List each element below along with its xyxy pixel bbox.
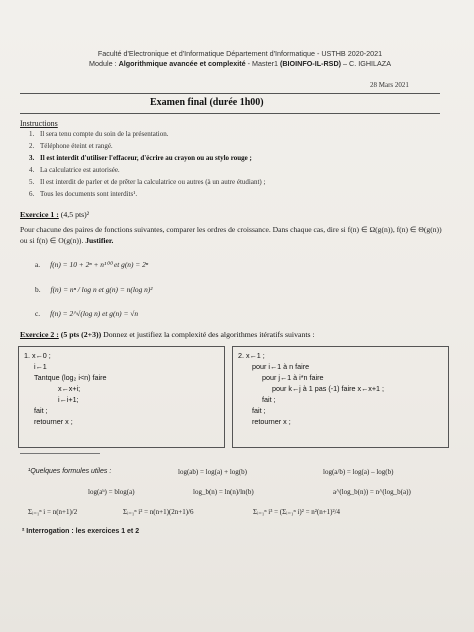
divider-title xyxy=(20,113,440,114)
exercise1-statement: Pour chacune des paires de fonctions suivantes, comparer les ordres de croissance. Dans chaque cas, dire si f(n) ∈ Ω(g(n)), f(n) ∈ Θ(g(n)) ou si f(n) ∈ O(g(n)). Justifier. xyxy=(20,225,442,245)
instruction-item: 5. Il est interdit de parler et de prêter la calculatrice ou autres (à un autre étudiant) ; xyxy=(36,176,456,188)
exercise1-title: Exercice 1 : (4,5 pts)² xyxy=(20,210,90,219)
header-line-1: Faculté d'Electronique et d'Informatique Département d'Informatique - USTHB 2020-2021 xyxy=(97,49,383,58)
formula-sum-i-squared: Σᵢ₌₁ⁿ i² = n(n+1)(2n+1)/6 xyxy=(123,508,194,516)
instruction-item: 6. Tous les documents sont interdits¹. xyxy=(36,188,456,200)
instruction-item: 3. Il est interdit d'utiliser l'effaceur, d'écrire au crayon ou au stylo rouge ; xyxy=(36,152,456,164)
header-line-2: Module : Algorithmique avancée et complexité - Master1 (BIOINFO-IL-RSD) – C. IGHILAZA xyxy=(89,59,391,68)
instructions-list xyxy=(22,128,456,200)
exercise1-item-b: b. f(n) = nⁿ / log n et g(n) = n(log n)² xyxy=(35,285,153,294)
instructions-heading: Instructions xyxy=(20,119,58,128)
track-name: (BIOINFO-IL-RSD) xyxy=(279,59,342,68)
exercise1-item-c: c. f(n) = 2^√(log n) et g(n) = √n xyxy=(35,309,139,318)
algorithm-1: 1. x←0 ; i←1 Tantque (log₂ i<n) faire x←x+i; i←i+1; fait ; retourner x ; xyxy=(24,351,107,426)
exam-title: Examen final (durée 1h00) xyxy=(150,97,264,108)
formula-exponent-swap: a^(log_b(n)) = n^(log_b(a)) xyxy=(333,488,411,496)
footnote-separator xyxy=(20,453,100,454)
module-name: Algorithmique avancée et complexité xyxy=(118,59,246,68)
formula-log-quotient: log(a/b) = log(a) – log(b) xyxy=(323,468,394,476)
formula-sum-i: Σᵢ₌₁ⁿ i = n(n+1)/2 xyxy=(28,508,78,516)
exercise2-title: Exercice 2 : (5 pts (2+3)) Donnez et justifiez la complexité des algorithmes itératifs suivants : xyxy=(20,330,315,339)
footnote-interrogation: ² Interrogation : les exercices 1 et 2 xyxy=(22,528,140,535)
exam-date: 28 Mars 2021 xyxy=(370,81,409,89)
formula-log-power: log(aᵇ) = blog(a) xyxy=(88,488,135,496)
formulas-heading: ¹Quelques formules utiles : xyxy=(28,468,112,475)
instruction-item: 1. Il sera tenu compte du soin de la présentation. xyxy=(36,128,456,140)
formula-sum-i-cubed: Σᵢ₌₁ⁿ i³ = (Σᵢ₌₁ⁿ i)² = n²(n+1)²/4 xyxy=(253,508,341,516)
instruction-item: 2. Téléphone éteint et rangé. xyxy=(36,140,456,152)
divider-top xyxy=(20,93,440,94)
exercise1-item-a: a. f(n) = 10 + 2ⁿ + n¹⁰⁰ et g(n) = 2ⁿ xyxy=(35,260,149,269)
formula-change-base: log_b(n) = ln(n)/ln(b) xyxy=(193,488,254,496)
instruction-item: 4. La calculatrice est autorisée. xyxy=(36,164,456,176)
document-header xyxy=(30,49,450,69)
algorithm-2: 2. x←1 ; pour i←1 à n faire pour j←1 à i*n faire pour k←j à 1 pas (-1) faire x←x+1 ; fait ; fait ; retourner x ; xyxy=(238,351,385,426)
formula-log-product: log(ab) = log(a) + log(b) xyxy=(178,468,247,476)
